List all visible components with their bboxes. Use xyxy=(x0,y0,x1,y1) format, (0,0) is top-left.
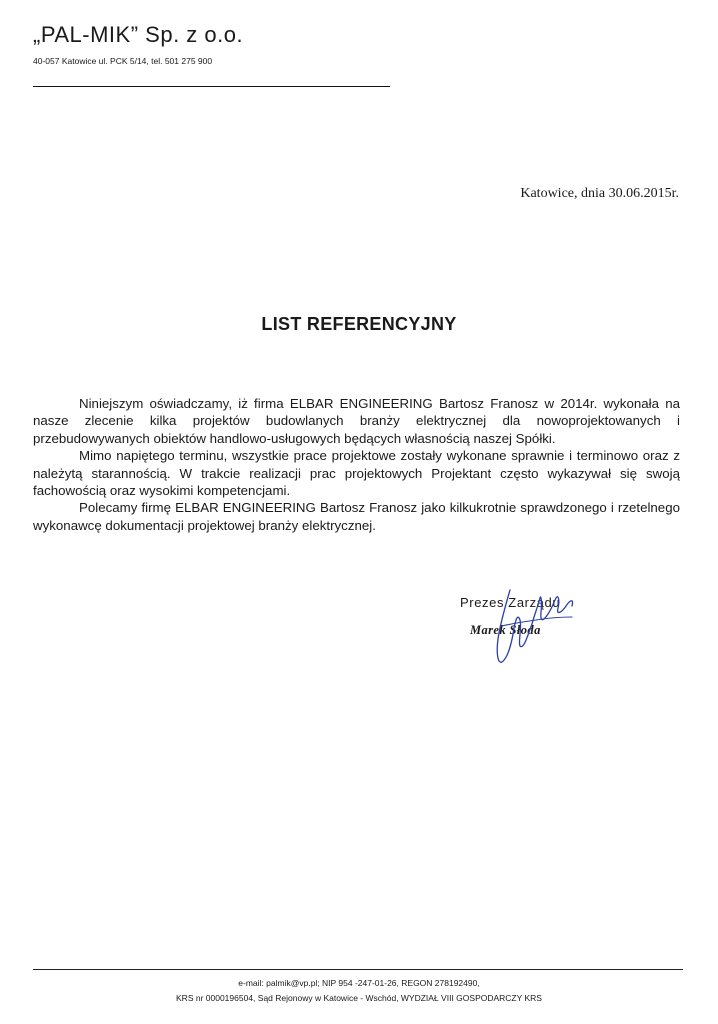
letter-body xyxy=(33,395,680,534)
signer-role-stamp: Prezes Zarządu xyxy=(460,595,561,610)
footer-divider xyxy=(33,969,683,970)
handwritten-signature xyxy=(448,584,628,674)
document-title: LIST REFERENCYJNY xyxy=(261,314,457,334)
footer-registry-line: KRS nr 0000196504, Sąd Rejonowy w Katowice - Wschód, WYDZIAŁ VIII GOSPODARCZY KRS xyxy=(176,993,542,1003)
footer-contact-line: e-mail: palmik@vp.pl; NIP 954 -247-01-26, REGON 278192490, xyxy=(238,978,480,988)
paragraph-3: Polecamy firmę ELBAR ENGINEERING Bartosz Franosz jako kilkukrotnie sprawdzonego i rzetelnego wykonawcę dokumentacji projektowej branży elektrycznej. xyxy=(33,500,680,533)
paragraph-1: Niniejszym oświadczamy, iż firma ELBAR ENGINEERING Bartosz Franosz w 2014r. wykonała na nasze zlecenie kilka projektów budowlanych branży elektrycznej dla nowoprojektowanych i przebudowywanych obiektów handlowo-usługowych będących własnością naszej Spółki. xyxy=(33,396,680,446)
company-address: 40-057 Katowice ul. PCK 5/14, tel. 501 275 900 xyxy=(33,56,213,66)
company-name: „PAL-MIK” Sp. z o.o. xyxy=(33,22,244,47)
signature-block xyxy=(448,584,628,674)
date-line: Katowice, dnia 30.06.2015r. xyxy=(520,186,679,201)
signer-name-stamp: Marek Słoda xyxy=(470,623,541,637)
paragraph-2: Mimo napiętego terminu, wszystkie prace projektowe zostały wykonane sprawnie i terminowo oraz z należytą starannością. W trakcie realizacji prac projektowych Projektant często wykazywał się swoją fachowością oraz wysokimi kompetencjami. xyxy=(33,448,680,499)
header-divider xyxy=(33,86,390,87)
